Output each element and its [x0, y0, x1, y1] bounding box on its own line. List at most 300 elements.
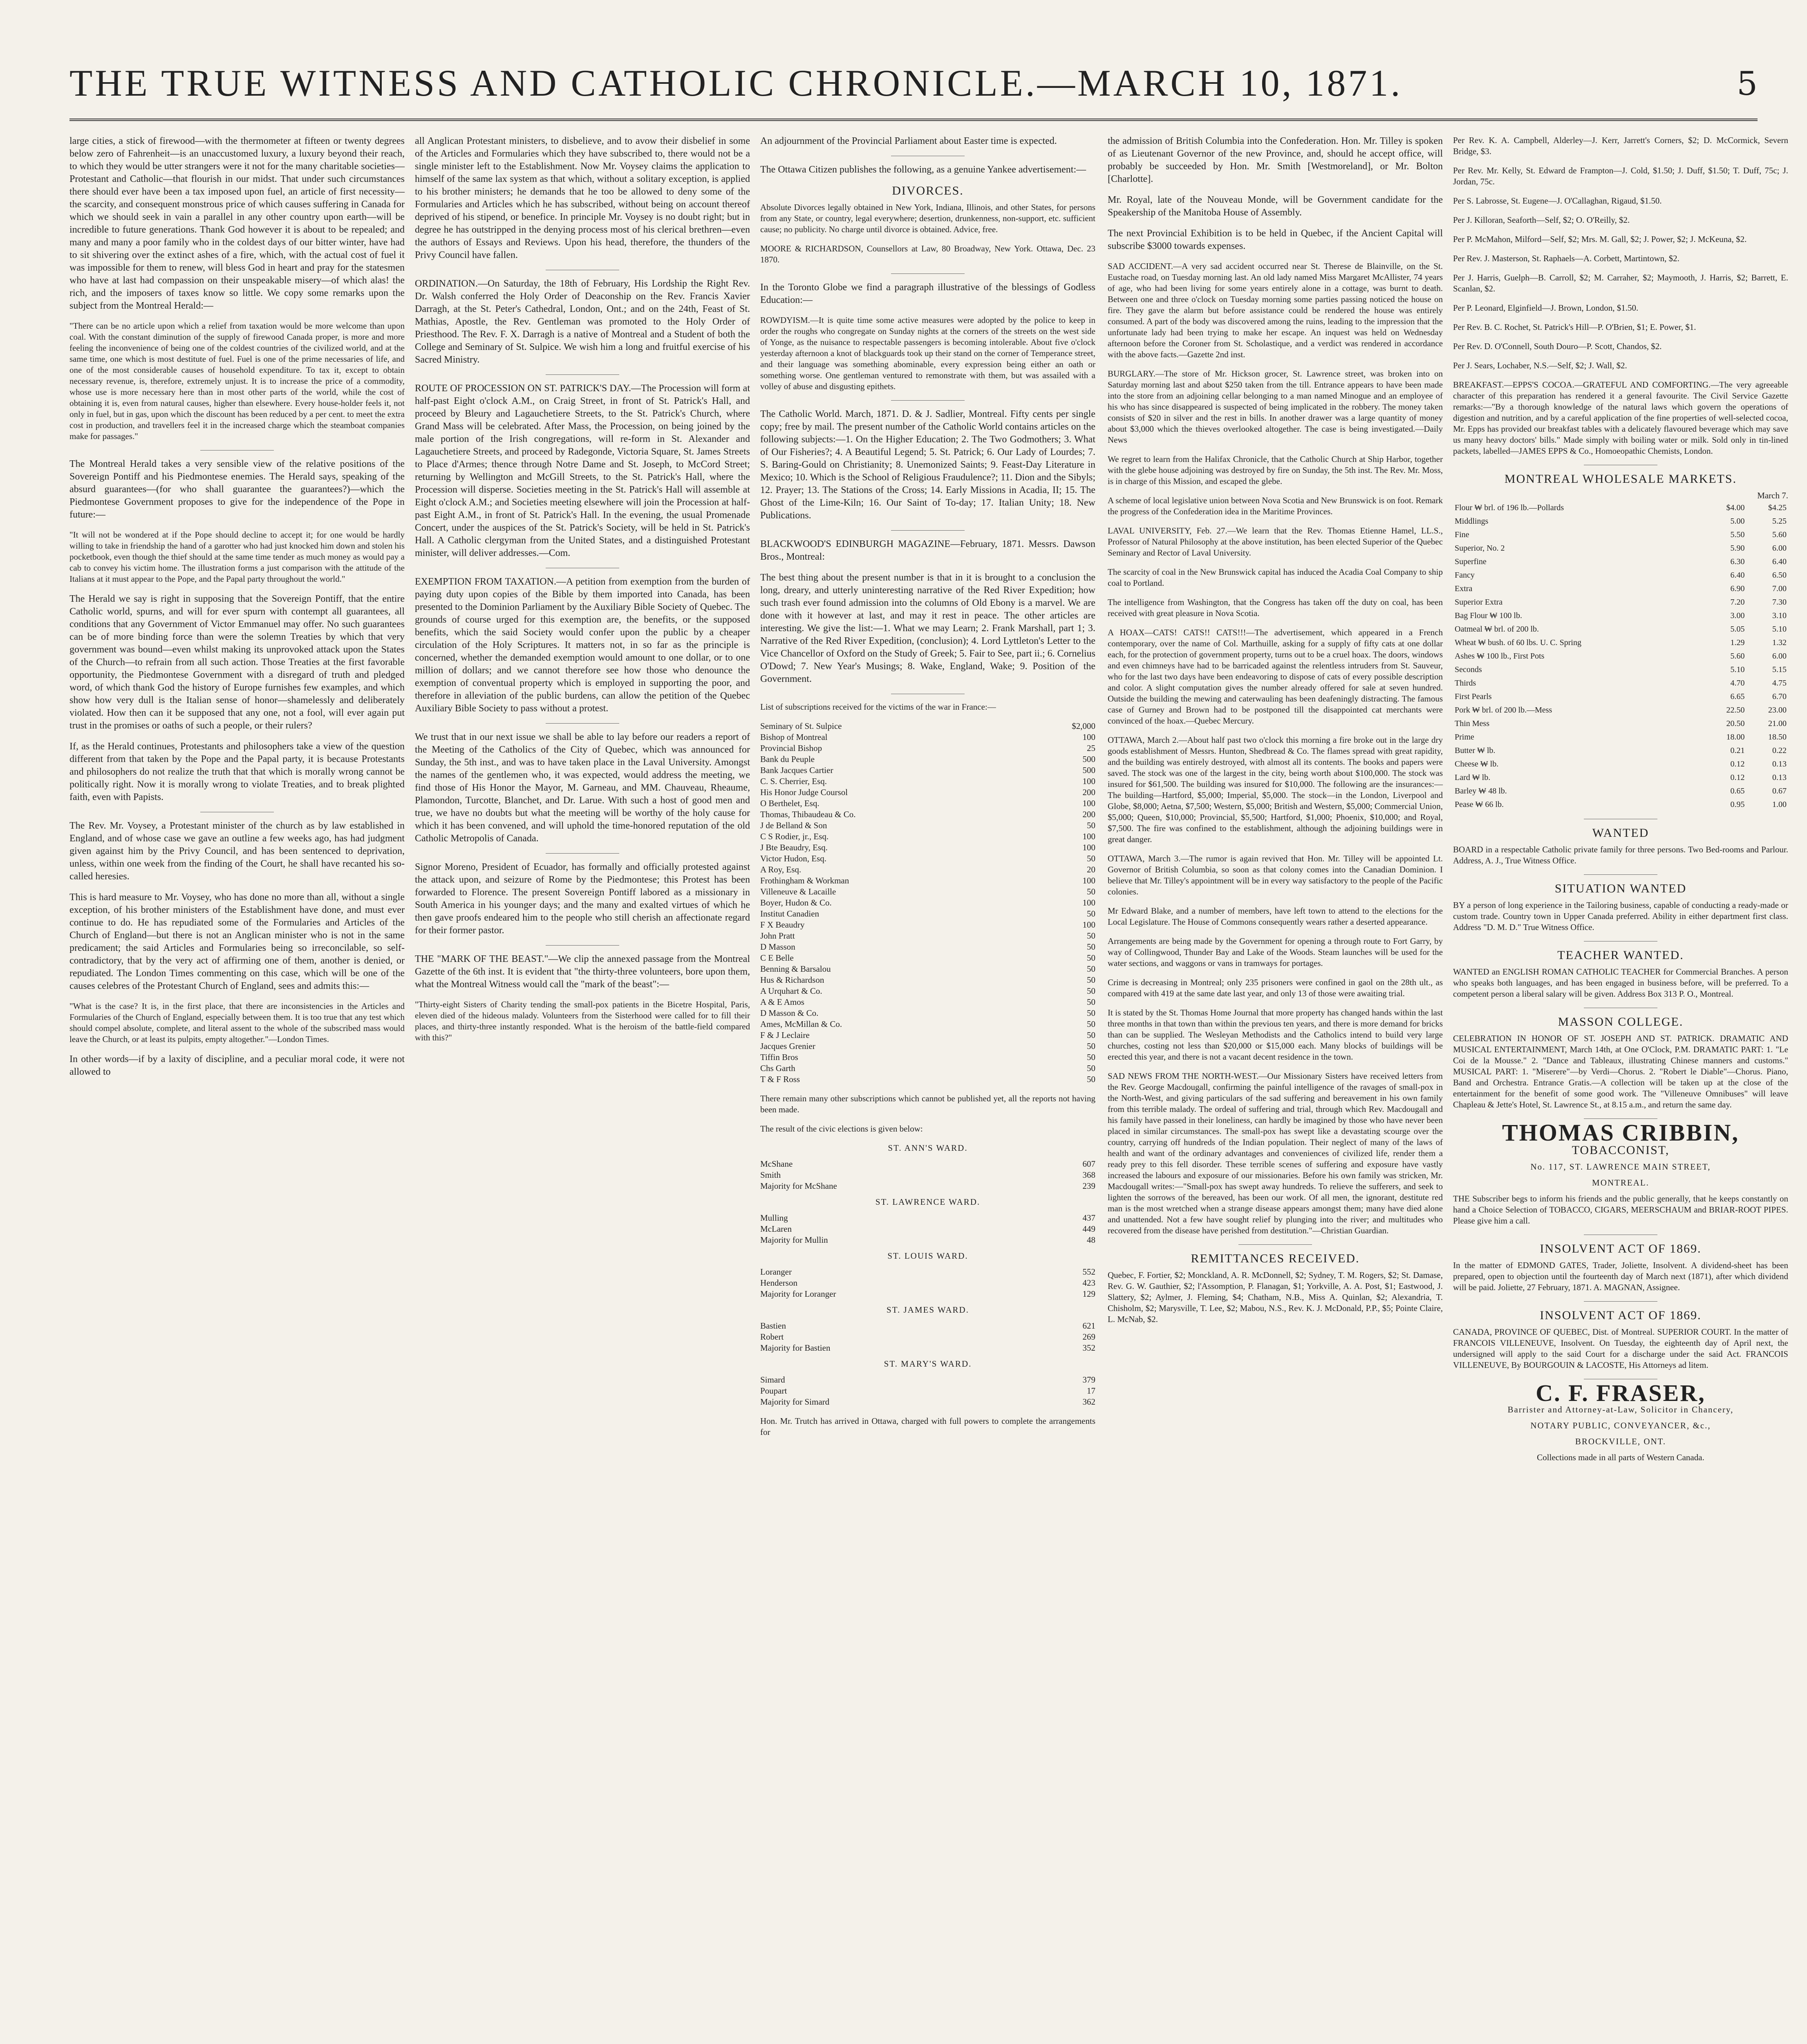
- subscription-row: [760, 964, 1095, 975]
- subscription-amount: 50: [1087, 1041, 1095, 1051]
- market-row: [1453, 798, 1788, 811]
- subscription-row: [760, 787, 1095, 798]
- majority-value: 48: [1087, 1235, 1095, 1245]
- subscription-name: Bishop of Montreal: [760, 732, 828, 742]
- candidate-votes: 437: [1082, 1213, 1095, 1223]
- subscription-row: [760, 1030, 1095, 1041]
- ad-text: CELEBRATION IN HONOR OF ST. JOSEPH AND ST. PATRICK. DRAMATIC AND MUSICAL ENTERTAINMENT, March 14th, at One O'Clock, P.M. DRAMATIC PART: 1. "Le Coi de la Mousse." 2. "Dance and Tableaux, illustrating Chinese manners and customs." MUSICAL PART: 1. "Miserere"—by Verdi—Chorus. 2. "Robert le Diable"—Chorus. Piano, Band and Orchestra. Entrance Gratis.—A collection will be taken up at the close of the entertainment for the benefit of some good work. The "Villeneuve Omnibuses" will leave Chapleau & Jette's Hotel, St. Lawrence St., at 8.15 a.m., and return the same day.: [1453, 1033, 1788, 1109]
- subscription-amount: 50: [1087, 1063, 1095, 1073]
- column-4: [1108, 135, 1443, 1333]
- article-paragraph: The scarcity of coal in the New Brunswick capital has induced the Acadia Coal Company to ship coal to Portland.: [1108, 567, 1443, 588]
- majority-label: Majority for Bastien: [760, 1343, 831, 1353]
- subscription-row: [760, 732, 1095, 743]
- remittance-entry: Per J. Killoran, Seaforth—Self, $2; O. O'Reilly, $2.: [1453, 215, 1630, 225]
- majority-row: [760, 1342, 1095, 1354]
- rule: [1238, 1244, 1312, 1245]
- market-table: [1453, 501, 1788, 811]
- market-price: 20.50: [1726, 719, 1745, 728]
- insolvent-heading-1: INSOLVENT ACT OF 1869.: [1540, 1242, 1702, 1255]
- market-price: 0.12: [1730, 760, 1745, 769]
- fraser-text: Collections made in all parts of Western Canada.: [1537, 1452, 1704, 1462]
- article-paragraph: OTTAWA, March 2.—About half past two o'clock this morning a fire broke out in the large dry goods establishment of Messrs. Hunton, Shedbread & Co. The flames spread with great rapidity, and the building was entirely destroyed, with almost all its contents. The books and papers were saved. The stock was one of the largest in the city, being worth about $100,000. The stock was insured for $61,500. The building was insured for $10,000. The following are the insurances:—The building—Hartford, $5,000; Imperial, $5,000. The stock—in the London, Liverpool and Globe, $8,000; Aetna, $7,500; Western, $5,000; British and Western, $5,000; Commercial Union, $5,000; Queen, $10,000; Provincial, $5,500; Hartford, $1,000; Phoenix, $10,000; and Royal, $7,500. The fire was confined to the establishment, although the adjoining buildings were in great danger.: [1108, 735, 1443, 844]
- market-price: 4.75: [1772, 679, 1787, 688]
- article-paragraph: It is stated by the St. Thomas Home Journal that more property has changed hands within the last three months in that town than within the previous ten years, and there is more demand for bricks than can be supplied. The Wesleyan Methodists and the Catholics intend to build very large churches, costing not less than $20,000 or $15,000 each. Many blocks of buildings will be erected this year, and there is not a vacant decent residence in the town.: [1108, 1008, 1443, 1062]
- subscription-amount: 100: [1082, 876, 1095, 885]
- market-row: [1453, 582, 1788, 596]
- subscription-name: Bank du Peuple: [760, 754, 815, 764]
- ad-signature: MOORE & RICHARDSON, Counsellors at Law, 80 Broadway, New York. Ottawa, Dec. 23 1870.: [760, 244, 1095, 264]
- market-row: [1453, 596, 1788, 609]
- subscription-amount: 100: [1082, 843, 1095, 852]
- candidate-name: McLaren: [760, 1224, 792, 1234]
- market-row: [1453, 758, 1788, 771]
- article-paragraph: the admission of British Columbia into the Confederation. Hon. Mr. Tilley is spoken of as Lieutenant Governor of the new Province, and, should he accept office, will probably be succeeded by Hon. Mr. Smith [Westmoreland], or Mr. Bolton [Charlotte].: [1108, 136, 1443, 184]
- article-paragraph: The best thing about the present number is that in it is brought to a conclusion the long, dreary, and utterly uninteresting narrative of the Red River Expedition; how such trash ever found admission into the columns of Old Ebony is a marvel. We are done with it however at last, and may it rest in peace. The other articles are interesting. We give the list:—1. What we may Learn; 2. Frank Marshall, part 1; 3. Narrative of the Red River Expedition, (conclusion); 4. Lord Lyttleton's Letter to the Vice Chancellor of Oxford on the Study of Greek; 5. Fair to See, part ii.; 6. Cornelius O'Dowd; 7. New Year's Musings; 8. Wake, England, Wake; 9. Position of the Government.: [760, 572, 1095, 684]
- classified-ads: [1453, 819, 1788, 1110]
- rule: [891, 273, 965, 274]
- remittance-entry: Per Rev. Mr. Kelly, St. Edward de Frampton—J. Cold, $1.50; J. Duff, $1.50; T. Duff, 75c; J. Jordan, 75c.: [1453, 166, 1788, 186]
- column-3: [760, 135, 1095, 1446]
- tobacconist-address: No. 117, ST. LAWRENCE MAIN STREET,: [1530, 1162, 1711, 1172]
- subscriptions-intro: List of subscriptions received for the victims of the war in France:—: [760, 702, 996, 712]
- market-item: Fine: [1455, 530, 1469, 539]
- subscription-row: [760, 1041, 1095, 1052]
- market-row: [1453, 771, 1788, 784]
- candidate-votes: 379: [1082, 1375, 1095, 1385]
- subscription-row: [760, 886, 1095, 897]
- subscription-row: [760, 1019, 1095, 1030]
- subscription-name: Seminary of St. Sulpice: [760, 721, 842, 731]
- insolvent-text-1: In the matter of EDMOND GATES, Trader, Joliette, Insolvent. A dividend-sheet has been prepared, open to objection until the fourteenth day of March next (1871), after which dividend will be paid. Joliette, 27 February, 1871. A. MAGNAN, Assignee.: [1453, 1260, 1788, 1292]
- remittance-entry: BREAKFAST.—EPPS'S COCOA.—GRATEFUL AND COMFORTING.—The very agreeable character of this preparation has rendered it a general favourite. The Civil Service Gazette remarks:—"By a thorough knowledge of the natural laws which govern the operations of digestion and nutrition, and by a careful application of the fine properties of well-selected cocoa, Mr. Epps has provided our breakfast tables with a delicately flavoured beverage which may save us many heavy doctors' bills." Made simply with boiling water or milk. Sold only in tin-lined packets, labelled—JAMES EPPS & Co., Homoeopathic Chemists, London.: [1453, 380, 1788, 456]
- market-price: 5.10: [1730, 665, 1745, 674]
- market-price: 5.60: [1772, 530, 1787, 539]
- subscription-name: Jacques Grenier: [760, 1041, 815, 1051]
- subscription-row: [760, 809, 1095, 820]
- article-paragraph: Mr. Royal, late of the Nouveau Monde, will be Government candidate for the Speakership of the Manitoba House of Assembly.: [1108, 195, 1443, 218]
- market-price: 0.21: [1730, 746, 1745, 755]
- candidate-votes: 423: [1082, 1278, 1095, 1288]
- subscription-amount: 50: [1087, 986, 1095, 996]
- article-paragraph: BLACKWOOD'S EDINBURGH MAGAZINE—February, 1871. Messrs. Dawson Bros., Montreal:: [760, 539, 1095, 562]
- remittance-entry: Per Rev. K. A. Campbell, Alderley—J. Kerr, Jarrett's Corners, $2; D. McCormick, Severn Bridge, $3.: [1453, 135, 1788, 156]
- remittance-entry: Per Rev. D. O'Connell, South Douro—P. Scott, Chandos, $2.: [1453, 341, 1662, 351]
- subscription-amount: 100: [1082, 898, 1095, 908]
- article-paragraph: SAD NEWS FROM THE NORTH-WEST.—Our Missionary Sisters have received letters from the Rev. George Macdougall, confirming the painful intelligence of the ravages of small-pox in the North-West, and giving particulars of the sad suffering and bereavement in his own family from this terrible malady. The ordeal of suffering and trial, through which Rev. Macdougall and his family have passed in their loneliness, can hardly be imagined by those who have never been placed in similar circumstances. The small-pox has swept like a devastating scourge over the country, carrying off hundreds of the Indian population. Their neglect of many of the laws of health and want of the ordinary advantages and conveniences of civilized life, render them a ready prey to this fell disorder. These terrible scenes of suffering and exposure have vastly increased the labours and exposure of our missionaries. Before his own family was stricken, Mr. Macdougall writes:—"Small-pox has swept away hundreds. To relieve the sufferers, and seek to lighten the sorrows of the bereaved, has been our work. Of all men, the ignorant, destitute red man is the most wretched when a strange disease appears amongst them; many have died alone and unattended. Not a few have sought relief by plunging into the river; and multitudes who recovered from the disease have perished from destitution."—Christian Guardian.: [1108, 1071, 1443, 1235]
- majority-value: 362: [1082, 1397, 1095, 1407]
- subscription-row: [760, 941, 1095, 953]
- market-row: [1453, 731, 1788, 744]
- ad-heading: TEACHER WANTED.: [1557, 948, 1684, 962]
- subscription-row: [760, 997, 1095, 1008]
- market-price: 21.00: [1768, 719, 1787, 728]
- subscription-name: A & E Amos: [760, 997, 804, 1007]
- rule: [891, 400, 965, 401]
- subscription-name: F & J Leclaire: [760, 1030, 810, 1040]
- market-item: Wheat ₩ bush. of 60 lbs. U. C. Spring: [1455, 638, 1581, 647]
- market-price: 6.00: [1772, 544, 1787, 553]
- subscription-row: [760, 1052, 1095, 1063]
- market-price: 5.50: [1730, 530, 1745, 539]
- article-paragraph: Hon. Mr. Trutch has arrived in Ottawa, charged with full powers to complete the arrangements for: [760, 1416, 1095, 1437]
- fraser-services: NOTARY PUBLIC, CONVEYANCER, &c.,: [1530, 1421, 1711, 1430]
- majority-value: 129: [1082, 1289, 1095, 1299]
- subscription-row: [760, 853, 1095, 864]
- candidate-name: Smith: [760, 1170, 781, 1180]
- market-row: [1453, 501, 1788, 515]
- market-price: 18.50: [1768, 733, 1787, 742]
- subscription-amount: 25: [1087, 743, 1095, 753]
- market-price: 1.32: [1772, 638, 1787, 647]
- ad-text: Absolute Divorces legally obtained in New York, Indiana, Illinois, and other States, for persons from any State, or country, legal everywhere; desertion, drunkenness, non-support, etc. sufficient cause; no publicity. No charge until divorce is obtained. Advice, free.: [760, 202, 1095, 234]
- remittance-entry: Per P. Leonard, Elginfield—J. Brown, London, $1.50.: [1453, 303, 1639, 313]
- subscription-name: Boyer, Hudon & Co.: [760, 898, 832, 908]
- candidate-name: Loranger: [760, 1267, 792, 1277]
- market-price: 5.05: [1730, 625, 1745, 634]
- rule: [546, 945, 619, 946]
- subscription-name: T & F Ross: [760, 1074, 800, 1084]
- subscription-row: [760, 986, 1095, 997]
- candidate-votes: 368: [1082, 1170, 1095, 1180]
- ward-heading: ST. MARY'S WARD.: [884, 1359, 972, 1369]
- column-1: [69, 135, 405, 1087]
- subscription-row: [760, 765, 1095, 776]
- subscription-amount: 50: [1087, 887, 1095, 896]
- article-paragraph: large cities, a stick of firewood—with the thermometer at fifteen or twenty degrees below zero of Fahrenheit—is an unaccustomed luxury, a luxury beyond their reach, to which they would be utter strangers were it not for the many charitable societies—Protestant and Catholic—that flourish in our midst. That under such circumstances there should ever have been a tax imposed upon fuel, an article of first necessity—the scarcity, and consequent monstrous price of which causes suffering in Canada for which we should seek in vain a parallel in any other country upon earth—will be incredible to future generations. Thank God however it is about to be repealed; and many and many a poor family who in the coldest days of our bitter winter, have had to sit shivering over the extinct ashes of a fire, which, with the actual cost of fuel it was impossible for them to renew, will bless God in heart and pray for the statesmen who have at last had compassion on their unspeakable misery—of which alas! the rich, and the imposers of taxes know so little. We copy some remarks upon the subject from the Montreal Herald:—: [69, 136, 405, 311]
- subscription-name: J de Belland & Son: [760, 820, 827, 830]
- market-item: Thin Mess: [1455, 719, 1489, 728]
- market-date: March 7.: [1757, 491, 1788, 500]
- subscription-name: O Berthelet, Esq.: [760, 798, 820, 808]
- market-item: Superior Extra: [1455, 598, 1503, 607]
- subscription-row: [760, 842, 1095, 853]
- market-price: 3.10: [1772, 611, 1787, 620]
- subscription-name: A Urquhart & Co.: [760, 986, 822, 996]
- article-paragraph: THE "MARK OF THE BEAST."—We clip the annexed passage from the Montreal Gazette of the 6th inst. It is evident that "the thirty-three volunteers, bore upon them, what the Montreal Witness would call the "mark of the beast":—: [415, 954, 750, 990]
- candidate-votes: 552: [1082, 1267, 1095, 1277]
- majority-label: Majority for Simard: [760, 1397, 830, 1407]
- subscription-row: [760, 930, 1095, 941]
- election-row: [760, 1266, 1095, 1278]
- subscription-name: His Honor Judge Coursol: [760, 787, 848, 797]
- insolvent-text-2: CANADA, PROVINCE OF QUEBEC, Dist. of Montreal. SUPERIOR COURT. In the matter of FRANCOIS VILLENEUVE, Insolvent. On Tuesday, the eighteenth day of April next, the undersigned will apply to the said Court for a discharge under the said Act. FRANCOIS VILLENEUVE, By BOURGOUIN & LACOSTE, His Attorneys ad litem.: [1453, 1327, 1788, 1370]
- subscription-name: D Masson: [760, 942, 795, 952]
- remittance-entry: Per P. McMahon, Milford—Self, $2; Mrs. M. Gall, $2; J. Power, $2; J. McKeuna, $2.: [1453, 234, 1747, 244]
- subscription-amount: 500: [1082, 754, 1095, 764]
- article-paragraph: The Montreal Herald takes a very sensible view of the relative positions of the Sovereign Pontiff and his Piedmontese enemies. The Herald says, speaking of the absurd guarantees—(for who shall guarantee the guarantees?)—which the Piedmontese Government proposes to give for the independence of the Pope in future:—: [69, 459, 405, 520]
- market-price: 0.13: [1772, 760, 1787, 769]
- fraser-city: BROCKVILLE, ONT.: [1575, 1437, 1666, 1446]
- article-paragraph: If, as the Herald continues, Protestants and philosophers take a view of the question different from that taken by the Pope and the Papal party, it is because Protestants and philosophers do not realize the truth that that which is morally wrong cannot be politically right. Now it is morally wrong to violate Treaties, and to break plighted faith, even with Papists.: [69, 741, 405, 802]
- subscription-amount: 50: [1087, 820, 1095, 830]
- market-price: 6.90: [1730, 584, 1745, 593]
- market-price: 6.40: [1772, 557, 1787, 566]
- market-price: 18.00: [1726, 733, 1745, 742]
- tobacconist-name: THOMAS CRIBBIN,: [1502, 1119, 1739, 1146]
- article-paragraph: The intelligence from Washington, that the Congress has taken off the duty on coal, has been received with great pleasure in Nova Scotia.: [1108, 597, 1443, 618]
- market-row: [1453, 528, 1788, 542]
- market-price: 5.10: [1772, 625, 1787, 634]
- market-row: [1453, 623, 1788, 636]
- ad-heading: SITUATION WANTED: [1554, 882, 1687, 895]
- article-paragraph: The Herald we say is right in supposing that the Sovereign Pontiff, that the entire Catholic world, spurns, and will for ever spurn with contempt all guarantees, all conditions that any Government of Victor Emmanuel may offer. No such guarantees can be of more binding force than were the solemn Treaties by which that very government was bound—even whilst making its unprovoked attack upon the States of the Church—to refrain from all such action. Those Treaties at the first favorable opportunity, the Piedmontese Government with a disregard of truth and pledged word, of which thank God the history of Europe furnishes few examples, and which show how very dull is the Italian sense of honor—shamelessly and deliberately violated. How then can it be supposed that any one, not a fool, will ever again put trust in the promises or oaths of such a people, or their rulers?: [69, 594, 405, 731]
- insolvent-heading-2: INSOLVENT ACT OF 1869.: [1540, 1309, 1702, 1322]
- subscription-row: [760, 776, 1095, 787]
- market-price: 5.00: [1730, 517, 1745, 526]
- subscription-amount: 200: [1082, 787, 1095, 797]
- market-row: [1453, 744, 1788, 758]
- market-item: Butter ₩ lb.: [1455, 746, 1496, 755]
- subscription-row: [760, 831, 1095, 842]
- article-paragraph: Arrangements are being made by the Government for opening a through route to Fort Garry, by way of Collingwood, Thunder Bay and Lake of the Woods. Steam launches will be used for the water sections, and waggons or vans in tramways for portages.: [1108, 936, 1443, 968]
- rule: [546, 853, 619, 854]
- article-paragraph: We trust that in our next issue we shall be able to lay before our readers a report of the Meeting of the Catholics of the City of Quebec, which was announced for Sunday, the 5th inst., and was to have taken place in the Laval University. Amongst the names of the gentlemen who, it was expected, would address the meeting, we find those of His Honor the Mayor, M. Garneau, and MM. Chauveau, Rheaume, Plamondon, Turcotte, Blanchet, and Dr. Larue. With such a host of good men and true, we have no doubts but what the meeting will be worthy of the holy cause for which it has been convened, and will uphold the time-honored reputation of the old Catholic Metropolis of Canada.: [415, 732, 750, 844]
- subscription-row: [760, 908, 1095, 919]
- article-paragraph: A HOAX—CATS! CATS!! CATS!!!—The advertisement, which appeared in a French contemporary, over the name of Col. Marthuille, asking for a supply of fifty cats at one dollar each, for the protection of government property, turns out to be a cruel hoax. The doors, windows and even chimneys have had to be barricaded against the relentless intruders from St. Sauveur, who for the last two days have been endeavoring to dispose of cats of every possible description and color. A slight computation gives the number already offered for sale at seven hundred. Outside the building the mewing and caterwauling has been deafeningly distracting. The famous case of Gurney and Brown had to be postponed till the disappointed cat merchants were convinced of the hoax.—Quebec Mercury.: [1108, 628, 1443, 726]
- subscription-row: [760, 1074, 1095, 1085]
- market-price: 23.00: [1768, 706, 1787, 715]
- ward-heading: ST. JAMES WARD.: [887, 1305, 969, 1315]
- candidate-votes: 449: [1082, 1224, 1095, 1234]
- masthead-title: THE TRUE WITNESS AND CATHOLIC CHRONICLE.—MARCH 10, 1871.: [69, 62, 1403, 104]
- market-price: 1.29: [1730, 638, 1745, 647]
- market-item: Thirds: [1455, 679, 1476, 688]
- rule: [1584, 1301, 1657, 1302]
- tobacconist-trade: TOBACCONIST,: [1572, 1143, 1670, 1157]
- article-paragraph: The Rev. Mr. Voysey, a Protestant minister of the church as by law established in England, and of whose case we gave an outline a few weeks ago, has had judgment given against him by the Privy Council, and has been sentenced to deprivation, unless, within one week from the finding of the Court, he shall have recanted his so-called heresies.: [69, 820, 405, 882]
- market-price: 3.00: [1730, 611, 1745, 620]
- article-paragraph: In other words—if by a laxity of discipline, and a peculiar moral code, it were not allowed to: [69, 1054, 405, 1077]
- remittance-entry: Per Rev. J. Masterson, St. Raphaels—A. Corbett, Martintown, $2.: [1453, 253, 1679, 263]
- article-paragraph: We regret to learn from the Halifax Chronicle, that the Catholic Church at Ship Harbor, together with the glebe house adjoining was destroyed by fire on Sunday, the 5th inst. The Rev. Mr. Moss, is in charge of this Mission, and escaped the glebe.: [1108, 454, 1443, 486]
- subscription-amount: 50: [1087, 964, 1095, 974]
- subscription-amount: 50: [1087, 997, 1095, 1007]
- fraser-name: C. F. FRASER,: [1536, 1380, 1706, 1406]
- election-row: [760, 1385, 1095, 1396]
- candidate-votes: 607: [1082, 1159, 1095, 1169]
- remittance-entry: Per J. Harris, Guelph—B. Carroll, $2; M. Carraher, $2; Maymooth, J. Harris, $2; Barrett, E. Scanlan, $2.: [1453, 273, 1788, 294]
- subscription-amount: 50: [1087, 1008, 1095, 1018]
- market-item: Seconds: [1455, 665, 1482, 674]
- subscription-amount: 100: [1082, 732, 1095, 742]
- market-price: 6.50: [1772, 571, 1787, 580]
- election-row: [760, 1320, 1095, 1331]
- candidate-name: McShane: [760, 1159, 793, 1169]
- subscription-row: [760, 1063, 1095, 1074]
- remittances-heading: REMITTANCES RECEIVED.: [1191, 1252, 1360, 1265]
- election-row: [760, 1170, 1095, 1181]
- ward-heading: ST. LAWRENCE WARD.: [875, 1197, 981, 1207]
- market-item: Fancy: [1455, 571, 1475, 580]
- article-paragraph: ORDINATION.—On Saturday, the 18th of February, His Lordship the Right Rev. Dr. Walsh conferred the Holy Order of Deaconship on the Rev. Francis Xavier Darragh, at the St. Peter's Cathedral, London, Ont.; and on the 24th, Feast of St. Mathias, Apostle, the Rev. Gentleman was promoted to the Holy Order of Priesthood. The Rev. F. X. Darragh is a native of Montreal and a Student of both the College and Seminary of St. Sulpice. We wish him a long and fruitful exercise of his Sacred Ministry.: [415, 278, 750, 365]
- candidate-votes: 621: [1082, 1321, 1095, 1331]
- subscription-row: [760, 820, 1095, 831]
- market-row: [1453, 663, 1788, 677]
- candidate-name: Robert: [760, 1332, 784, 1342]
- market-item: Pease ₩ 66 lb.: [1455, 800, 1504, 809]
- subscription-name: C. S. Cherrier, Esq.: [760, 776, 827, 786]
- market-price: 22.50: [1726, 706, 1745, 715]
- ward-heading: ST. LOUIS WARD.: [887, 1251, 968, 1261]
- market-row: [1453, 784, 1788, 798]
- market-row: [1453, 569, 1788, 582]
- market-price: 5.15: [1772, 665, 1787, 674]
- column-2: [415, 135, 750, 1051]
- market-price: 0.65: [1730, 787, 1745, 796]
- candidate-name: Mulling: [760, 1213, 788, 1223]
- subscription-name: Tiffin Bros: [760, 1052, 798, 1062]
- majority-row: [760, 1289, 1095, 1300]
- candidate-name: Simard: [760, 1375, 785, 1385]
- market-price: 6.00: [1772, 652, 1787, 661]
- article-paragraph: BURGLARY.—The store of Mr. Hickson grocer, St. Lawrence street, was broken into on Saturday morning last and about $250 taken from the till. Entrance appears to have been made into the store from an adjoining cellar belonging to a man named Minogue and an employee of his who has since disappeared is suspected of being implicated in the robbery. The money taken consists of $20 in silver and the rest in bills. In another drawer was a large quantity of money about $3,000 which the thieves overlooked altogether. The case is being investigated.—Daily News: [1108, 369, 1443, 445]
- market-price: 6.65: [1730, 692, 1745, 701]
- majority-row: [760, 1181, 1095, 1192]
- subscription-row: [760, 864, 1095, 875]
- market-price: 0.67: [1772, 787, 1787, 796]
- subscription-amount: 50: [1087, 909, 1095, 919]
- election-row: [760, 1278, 1095, 1289]
- market-row: [1453, 515, 1788, 528]
- article-paragraph: EXEMPTION FROM TAXATION.—A petition from exemption from the burden of paying duty upon copies of the Bible by them imported into Canada, has been presented to the Dominion Parliament by the Auxiliary Bible Society of Quebec. The grounds of course urged for this exemption are, the benefits, or the supposed benefits, which the said Society would confer upon the public by a cheaper circulation of the Holy Scriptures. It matters not, in so far as the principle is concerned, whether the demanded exemption would amount to one dollar, or to one million of dollars; and we cannot therefore see how those who denounce the exemption of conventual property which is employed in supporting the poor, and therefore in alleviation of the public burdens, can allow the petition of the Quebec Auxiliary Bible Society to pass without a protest.: [415, 576, 750, 714]
- article-paragraph: An adjournment of the Provincial Parliament about Easter time is expected.: [760, 136, 1057, 146]
- subscription-amount: $2,000: [1072, 721, 1095, 731]
- subscription-amount: 50: [1087, 953, 1095, 963]
- ad-heading: DIVORCES.: [892, 184, 964, 197]
- column-5-items: [1453, 135, 1788, 457]
- candidate-name: Bastien: [760, 1321, 786, 1331]
- rule: [891, 530, 965, 531]
- market-item: Bag Flour ₩ 100 lb.: [1455, 611, 1522, 620]
- market-item: Pork ₩ brl. of 200 lb.—Mess: [1455, 706, 1552, 715]
- subscription-row: [760, 1008, 1095, 1019]
- election-row: [760, 1374, 1095, 1385]
- subscription-name: Bank Jacques Cartier: [760, 765, 833, 775]
- ad-text: BOARD in a respectable Catholic private family for three persons. Two Bed-rooms and Parlour. Address, A. J., True Witness Office.: [1453, 845, 1788, 865]
- majority-row: [760, 1235, 1095, 1246]
- subscription-name: Villeneuve & Lacaille: [760, 887, 836, 896]
- market-price: 0.13: [1772, 773, 1787, 782]
- subscription-name: Thomas, Thibaudeau & Co.: [760, 809, 856, 819]
- market-price: 4.70: [1730, 679, 1745, 688]
- market-price: 7.00: [1772, 584, 1787, 593]
- market-price: 6.40: [1730, 571, 1745, 580]
- market-price: 0.12: [1730, 773, 1745, 782]
- article-paragraph: Crime is decreasing in Montreal; only 235 prisoners were confined in gaol on the 28th ult., as compared with 419 at the same date last year, and only 13 of those were awaiting trial.: [1108, 977, 1443, 998]
- market-price: 6.70: [1772, 692, 1787, 701]
- election-results: [760, 1143, 1095, 1407]
- market-item: Oatmeal ₩ brl. of 200 lb.: [1455, 625, 1539, 634]
- market-row: [1453, 555, 1788, 569]
- election-row: [760, 1331, 1095, 1342]
- article-quote: "Thirty-eight Sisters of Charity tending the small-pox patients in the Bicetre Hospital, Paris, eleven died of the hideous malady. Volunteers from the Sisterhood were called for to fill their places, and thirty-three instantly responded. What is the heroism of the battle-field compared with this?": [415, 1000, 750, 1042]
- tobacconist-city: MONTREAL.: [1592, 1178, 1649, 1188]
- subscription-amount: 200: [1082, 809, 1095, 819]
- ad-text: WANTED an ENGLISH ROMAN CATHOLIC TEACHER for Commercial Branches. A person who speaks both languages, and has been engaged in business before, will be preferred. To a competent person a liberal salary will be given. Address Box 313 P. O., Montreal.: [1453, 967, 1788, 999]
- subscription-name: John Pratt: [760, 931, 795, 941]
- article-paragraph: A scheme of local legislative union between Nova Scotia and New Brunswick is on foot. Remark the progress of the Confederation idea in the Maritime Provinces.: [1108, 495, 1443, 516]
- market-item: Ashes ₩ 100 lb., First Pots: [1455, 652, 1545, 661]
- remittance-entry: Per J. Sears, Lochaber, N.S.—Self, $2; J. Wall, $2.: [1453, 361, 1627, 370]
- subscription-list: [760, 721, 1095, 1085]
- article-paragraph: Signor Moreno, President of Ecuador, has formally and officially protested against the attack upon, and seizure of Rome by the Piedmontese; this Protest has been forwarded to Florence. The present Sovereign Pontiff labored as a missionary in South America in his younger days; and the many and exalted virtues of which he then gave proofs endeared him to the people who still cherish an affectionate regard for their former pastor.: [415, 862, 750, 936]
- article-paragraph: Mr Edward Blake, and a number of members, have left town to attend to the elections for the Local Legislature. The House of Commons consequently wears rather a deserted appearance.: [1108, 906, 1443, 927]
- rule: [546, 374, 619, 375]
- article-paragraph: all Anglican Protestant ministers, to disbelieve, and to avow their disbelief in some of the Articles and Formularies which they have subscribed to, there would not be a single minister left to the Establishment. Now Mr. Voysey claims the application to himself of the same lax system as that which, without a solitary exception, is applied to his brother ministers; he demands that he too be allowed to deny some of the Formularies and Articles which he has subscribed, without being on account thereof deprived of his stipend, or benefice. In principle Mr. Voysey is no doubt right; but in degree he has outstripped in the denying process most of his clerical brethren—even the authors of Essays and Reviews. Upon his head, therefore, the thunders of the Privy Council have fallen.: [415, 136, 750, 260]
- subscription-name: Institut Canadien: [760, 909, 820, 919]
- subscription-name: J Bte Beaudry, Esq.: [760, 843, 828, 852]
- subscription-amount: 500: [1082, 765, 1095, 775]
- subscription-row: [760, 721, 1095, 732]
- page-number: 5: [1737, 65, 1758, 103]
- candidate-name: Henderson: [760, 1278, 797, 1288]
- ad-text: BY a person of long experience in the Tailoring business, capable of conducting a ready-made or custom trade. Country town in Upper Canada preferred. Ability in either department first class. Address "D. M. D." True Witness Office.: [1453, 900, 1788, 932]
- market-item: Prime: [1455, 733, 1474, 742]
- subscription-amount: 100: [1082, 798, 1095, 808]
- majority-label: Majority for McShane: [760, 1181, 837, 1191]
- subscription-row: [760, 897, 1095, 908]
- subscription-amount: 100: [1082, 831, 1095, 841]
- market-price: 1.00: [1772, 800, 1787, 809]
- market-price: 0.22: [1772, 746, 1787, 755]
- article-paragraph: In the Toronto Globe we find a paragraph illustrative of the blessings of Godless Education:—: [760, 282, 1095, 305]
- subscription-name: D Masson & Co.: [760, 1008, 819, 1018]
- market-price: $4.25: [1768, 503, 1787, 512]
- subscription-amount: 50: [1087, 931, 1095, 941]
- article-quote: "It will not be wondered at if the Pope should decline to accept it; for one would be hardly willing to take in friendship the hand of a garotter who had just knocked him down and stolen his pocketbook, even though the thief should at the same time tender as much money as would pay a cab to convey his victim home. The illustration forms a just comparison with the attitude of the Italians at it must appear to the Pope, and the Papal party throughout the world.": [69, 530, 405, 584]
- masthead: [69, 57, 1758, 121]
- column-5: [1453, 135, 1788, 1471]
- subscription-row: [760, 875, 1095, 886]
- majority-label: Majority for Loranger: [760, 1289, 836, 1299]
- market-row: [1453, 717, 1788, 731]
- ad-heading: WANTED: [1592, 826, 1649, 840]
- market-price: 7.30: [1772, 598, 1787, 607]
- market-row: [1453, 677, 1788, 690]
- article-paragraph: The result of the civic elections is given below:: [760, 1124, 923, 1134]
- market-row: [1453, 542, 1788, 555]
- subscription-amount: 100: [1082, 920, 1095, 930]
- market-title: MONTREAL WHOLESALE MARKETS.: [1504, 472, 1737, 486]
- article-paragraph: SAD ACCIDENT.—A very sad accident occurred near St. Therese de Blainville, on the St. Eustache road, on Tuesday morning last. An old lady named Miss Margaret McAllister, 74 years of age, who had been living for some years entirely alone in a cottage, was burnt to death. Between one and three o'clock on Tuesday morning some parties passing noticed the house on fire. They gave the alarm but before assistance could be rendered the house was entirely consumed. A part of the body was discovered among the ruins, leading to the impression that the unfortunate lady had been trying to make her escape. An inquest was held on Wednesday afternoon before the Coroner from St. Scholastique, and a verdict was rendered in accordance with the above facts.—Gazette 2nd inst.: [1108, 261, 1443, 359]
- ward-heading: ST. ANN'S WARD.: [888, 1143, 968, 1153]
- market-item: First Pearls: [1455, 692, 1492, 701]
- market-price: 5.60: [1730, 652, 1745, 661]
- subscription-amount: 50: [1087, 854, 1095, 863]
- article-paragraph: The Catholic World. March, 1871. D. & J. Sadlier, Montreal. Fifty cents per single copy; free by mail. The present number of the Catholic World contains articles on the following subjects:—1. On the Higher Education; 2. The Two Godmothers; 3. What of Our Fisheries?; 4. A Beautiful Legend; 5. St. Patrick; 6. Our Lady of Lourdes; 7. S. Baring-Gould on Christianity; 8. Unemonized Saints; 9. Feast-Day Literature in Mexico; 10. Which is the School of Religious Fraudulence?; 11. Dion and the Sibyls; 12. Prayer; 13. The Stations of the Cross; 14. Early Missions in Acadia, II; 15. The Ghost of the Lime-Kiln; 16. Our Saint of To-day; 17. Italian Unity; 18. New Publications.: [760, 409, 1095, 521]
- article-quote: "What is the case? It is, in the first place, that there are inconsistencies in the Articles and Formularies of the Church of England, especially between them. It is too true that any test which should compel absolute, complete, and literal assent to the whole of the subscribed mass would leave the Church, or at least its pulpits, empty altogether."—London Times.: [69, 1001, 405, 1044]
- subscription-row: [760, 953, 1095, 964]
- subscription-row: [760, 798, 1095, 809]
- candidate-votes: 269: [1082, 1332, 1095, 1342]
- market-item: Extra: [1455, 584, 1473, 593]
- subscription-row: [760, 754, 1095, 765]
- subscription-amount: 20: [1087, 865, 1095, 874]
- candidate-votes: 17: [1087, 1386, 1095, 1396]
- rule: [1584, 874, 1657, 875]
- subscription-amount: 50: [1087, 1052, 1095, 1062]
- article-paragraph: OTTAWA, March 3.—The rumor is again revived that Hon. Mr. Tilley will be appointed Lt. Governor of British Columbia, so soon as that colony comes into the Canadian Dominion. I believe that Mr. Tilley's appointment will be in every way satisfactory to the people of the Pacific colonies.: [1108, 854, 1443, 896]
- market-item: Superior, No. 2: [1455, 544, 1505, 553]
- election-row: [760, 1213, 1095, 1224]
- market-price: 6.30: [1730, 557, 1745, 566]
- article-quote: "There can be no article upon which a relief from taxation would be more welcome than upon coal. With the constant diminution of the supply of firewood Canada proper, is more and more feeling the inconvenience of being one of the coldest countries of the civilized world, and at the same time, one which is most destitute of fuel. Fuel is one of the prime necessaries of life, and one of the most considerable causes of household expenditure. To tax it, except to obtain necessary revenue, is, therefore, extremely unjust. It is to increase the price of a commodity, whose use is more necessary here than in most other parts of the world, while the cost of obtaining it is, even from natural causes, higher than elsewhere. Every house-holder feels it, not only in fuel, but in gas, upon which the discount has been reduced by a per cent. to meet the extra cost in production, and travellers feel it in the increased charge which the steamboat companies make for passages.": [69, 321, 405, 441]
- subscription-name: Chs Garth: [760, 1063, 795, 1073]
- subscription-name: Victor Hudon, Esq.: [760, 854, 827, 863]
- remittance-entry: Per Rev. B. C. Rochet, St. Patrick's Hill—P. O'Brien, $1; E. Power, $1.: [1453, 322, 1696, 332]
- subscription-amount: 100: [1082, 776, 1095, 786]
- market-item: Barley ₩ 48 lb.: [1455, 787, 1507, 796]
